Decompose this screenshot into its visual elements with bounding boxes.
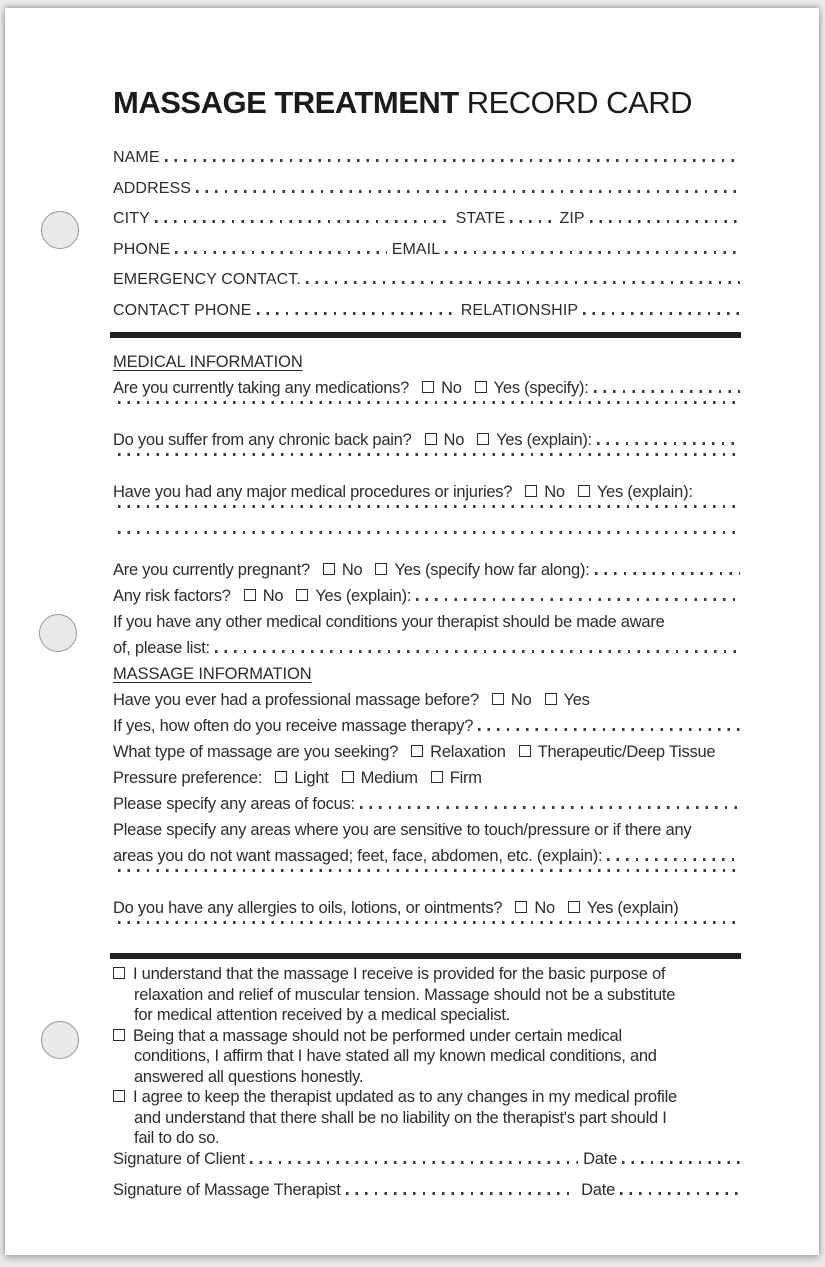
checkbox-option[interactable]: Medium	[342, 765, 418, 791]
form-line-contact	[113, 296, 740, 327]
field-label: CONTACT PHONE	[113, 301, 252, 319]
page-title	[113, 86, 692, 120]
dotted-fill-line	[416, 598, 740, 601]
checkbox-option[interactable]: Relaxation	[411, 739, 505, 765]
dotted-fill-line	[590, 220, 740, 223]
checkbox-option[interactable]: Light	[275, 765, 329, 791]
dotted-fill-line	[118, 401, 740, 404]
field-label: Signature of Massage Therapist	[113, 1181, 341, 1199]
field-label: Are you currently pregnant?	[113, 561, 310, 579]
punch-hole-bottom	[41, 1021, 79, 1059]
form-line-medical	[113, 479, 740, 505]
dotted-fill-line	[306, 281, 740, 284]
consent-line: conditions, I affirm that I have stated all my known medical conditions, and	[134, 1047, 657, 1065]
field-label: ADDRESS	[113, 179, 192, 197]
checkbox-icon[interactable]	[578, 485, 590, 497]
form-line-massage	[113, 713, 740, 739]
form-line-contact	[113, 143, 740, 174]
checkbox-icon[interactable]	[475, 381, 487, 393]
field-label: Have you had any major medical procedures or injuries?	[113, 483, 513, 501]
field-label: Pressure preference:	[113, 769, 263, 787]
field-label: Signature of Client	[113, 1150, 245, 1168]
form-line-massage	[113, 739, 740, 765]
field-label: What type of massage are you seeking?	[113, 743, 399, 761]
dotted-fill-line	[196, 190, 740, 193]
form-line-medical	[113, 401, 740, 427]
checkbox-option[interactable]: No	[425, 427, 465, 453]
consent-checkbox-icon[interactable]	[113, 1029, 125, 1041]
consent-line: relaxation and relief of muscular tension. Massage should not be a substitute	[134, 985, 676, 1004]
dotted-fill-line	[175, 251, 386, 254]
checkbox-option[interactable]: No	[492, 687, 532, 713]
form-line-medical	[113, 635, 740, 661]
dotted-fill-line	[510, 220, 554, 223]
checkbox-icon[interactable]	[375, 563, 387, 575]
field-label: STATE	[455, 210, 506, 227]
field-label: NAME	[113, 149, 160, 166]
field-label: CITY	[113, 210, 150, 227]
contact-section	[113, 143, 740, 326]
checkbox-option[interactable]: Yes (explain)	[568, 895, 679, 921]
form-line-massage	[113, 765, 740, 791]
checkbox-icon[interactable]	[431, 771, 443, 783]
form-line-medical	[113, 609, 740, 635]
form-line-medical	[113, 557, 740, 583]
field-label: Please specify any areas where you are sensitive to touch/pressure or if there any	[113, 821, 692, 839]
massage-section	[113, 661, 740, 947]
form-line-massage	[113, 869, 740, 895]
dotted-fill-line	[118, 869, 740, 872]
dotted-fill-line	[118, 531, 740, 534]
dotted-fill-line	[360, 806, 740, 809]
consent-checkbox-icon[interactable]	[113, 1090, 125, 1102]
dotted-fill-line	[478, 728, 740, 731]
checkbox-icon[interactable]	[545, 693, 557, 705]
checkbox-option[interactable]: Yes (explain):	[296, 583, 411, 609]
dotted-fill-line	[155, 220, 451, 223]
checkbox-option[interactable]: Yes	[545, 687, 590, 713]
consent-line: for medical attention received by a medical specialist.	[134, 1006, 511, 1024]
form-line-massage	[113, 895, 740, 921]
dotted-fill-line	[607, 858, 740, 861]
checkbox-option[interactable]: Yes (specify):	[475, 375, 589, 401]
checkbox-icon[interactable]	[275, 771, 287, 783]
field-label: Date	[583, 1150, 618, 1168]
field-label: Date	[581, 1181, 616, 1199]
field-label: EMERGENCY CONTACT.	[113, 271, 301, 288]
form-line-medical	[113, 375, 740, 401]
checkbox-icon[interactable]	[244, 589, 256, 601]
section-rule-bottom	[110, 953, 741, 959]
field-label: If you have any other medical conditions your therapist should be made aware	[113, 613, 665, 631]
dotted-fill-line	[165, 159, 740, 162]
form-line-massage	[113, 817, 740, 843]
signature-section	[113, 1144, 740, 1206]
consent-line: I understand that the massage I receive is provided for the basic purpose of	[134, 964, 740, 985]
form-line-massage	[113, 687, 740, 713]
field-label: EMAIL	[391, 240, 441, 258]
dotted-fill-line	[346, 1192, 576, 1195]
form-line-contact	[113, 204, 740, 235]
form-line-contact	[113, 174, 740, 205]
field-label: ZIP	[559, 210, 585, 227]
field-label: Are you currently taking any medications?	[113, 379, 410, 397]
consent-item	[113, 964, 740, 1026]
form-line-medical	[113, 505, 740, 531]
consent-section	[113, 964, 740, 1149]
consent-line: answered all questions honestly.	[134, 1067, 364, 1086]
medical-section-heading: MEDICAL INFORMATION	[113, 353, 303, 371]
dotted-fill-line	[620, 1192, 740, 1195]
page-title-bold: MASSAGE TREATMENT	[113, 85, 459, 120]
form-line-contact	[113, 235, 740, 266]
dotted-fill-line	[595, 572, 740, 575]
form-line-signature	[113, 1175, 740, 1206]
checkbox-icon[interactable]	[525, 485, 537, 497]
dotted-fill-line	[594, 390, 740, 393]
punch-hole-top	[41, 211, 79, 249]
dotted-fill-line	[597, 442, 740, 445]
dotted-fill-line	[250, 1161, 578, 1164]
checkbox-icon[interactable]	[519, 745, 531, 757]
punch-hole-middle	[39, 614, 77, 652]
checkbox-option[interactable]: Yes (explain):	[477, 427, 592, 453]
field-label: RELATIONSHIP	[460, 301, 579, 319]
page-title-regular: RECORD CARD	[466, 85, 692, 120]
consent-checkbox-icon[interactable]	[113, 967, 125, 979]
form-line-contact	[113, 265, 740, 296]
consent-line: I agree to keep the therapist updated as to any changes in my medical profile	[134, 1087, 740, 1108]
consent-line: fail to do so.	[134, 1129, 220, 1147]
dotted-fill-line	[257, 312, 456, 315]
checkbox-option[interactable]: No	[525, 479, 565, 505]
form-line-medical	[113, 427, 740, 453]
form-line-massage	[113, 843, 740, 869]
field-label: Do you have any allergies to oils, lotions, or ointments?	[113, 899, 503, 917]
checkbox-option[interactable]: No	[515, 895, 555, 921]
form-line-medical	[113, 583, 740, 609]
checkbox-icon[interactable]	[492, 693, 504, 705]
field-label: If yes, how often do you receive massage therapy?	[113, 717, 474, 735]
field-label: PHONE	[113, 240, 171, 258]
checkbox-icon[interactable]	[342, 771, 354, 783]
checkbox-icon[interactable]	[411, 745, 423, 757]
massage-section-heading: MASSAGE INFORMATION	[113, 665, 312, 683]
checkbox-option[interactable]: Firm	[431, 765, 482, 791]
consent-line: Being that a massage should not be performed under certain medical	[134, 1026, 740, 1047]
dotted-fill-line	[118, 921, 740, 924]
checkbox-icon[interactable]	[296, 589, 308, 601]
consent-item	[113, 1026, 740, 1088]
checkbox-option[interactable]: Yes (explain):	[578, 479, 693, 505]
form-line-massage	[113, 791, 740, 817]
form-line-medical	[113, 453, 740, 479]
record-card	[5, 8, 819, 1255]
dotted-fill-line	[445, 251, 740, 254]
checkbox-icon[interactable]	[477, 433, 489, 445]
dotted-fill-line	[118, 453, 740, 456]
medical-section	[113, 349, 740, 661]
field-label: Do you suffer from any chronic back pain?	[113, 431, 412, 449]
field-label: areas you do not want massaged; feet, face, abdomen, etc. (explain):	[113, 847, 603, 865]
dotted-fill-line	[583, 312, 740, 315]
checkbox-option[interactable]: Yes (specify how far along):	[375, 557, 589, 583]
field-label: Have you ever had a professional massage before?	[113, 691, 479, 709]
checkbox-option[interactable]: No	[323, 557, 363, 583]
field-label: of, please list:	[113, 639, 210, 657]
dotted-fill-line	[118, 505, 740, 508]
form-line-massage	[113, 921, 740, 947]
field-label: Any risk factors?	[113, 587, 231, 605]
dotted-fill-line	[622, 1161, 740, 1164]
form-line-signature	[113, 1144, 740, 1175]
form-line-medical	[113, 531, 740, 557]
field-label: Please specify any areas of focus:	[113, 795, 355, 813]
checkbox-option[interactable]: No	[422, 375, 462, 401]
checkbox-icon[interactable]	[515, 901, 527, 913]
dotted-fill-line	[215, 650, 740, 653]
checkbox-icon[interactable]	[425, 433, 437, 445]
checkbox-option[interactable]: Therapeutic/Deep Tissue	[519, 739, 716, 765]
checkbox-icon[interactable]	[568, 901, 580, 913]
checkbox-icon[interactable]	[323, 563, 335, 575]
consent-line: and understand that there shall be no liability on the therapist's part should I	[134, 1108, 667, 1127]
checkbox-option[interactable]: No	[244, 583, 284, 609]
checkbox-icon[interactable]	[422, 381, 434, 393]
consent-item	[113, 1087, 740, 1149]
section-rule-top	[110, 332, 741, 338]
